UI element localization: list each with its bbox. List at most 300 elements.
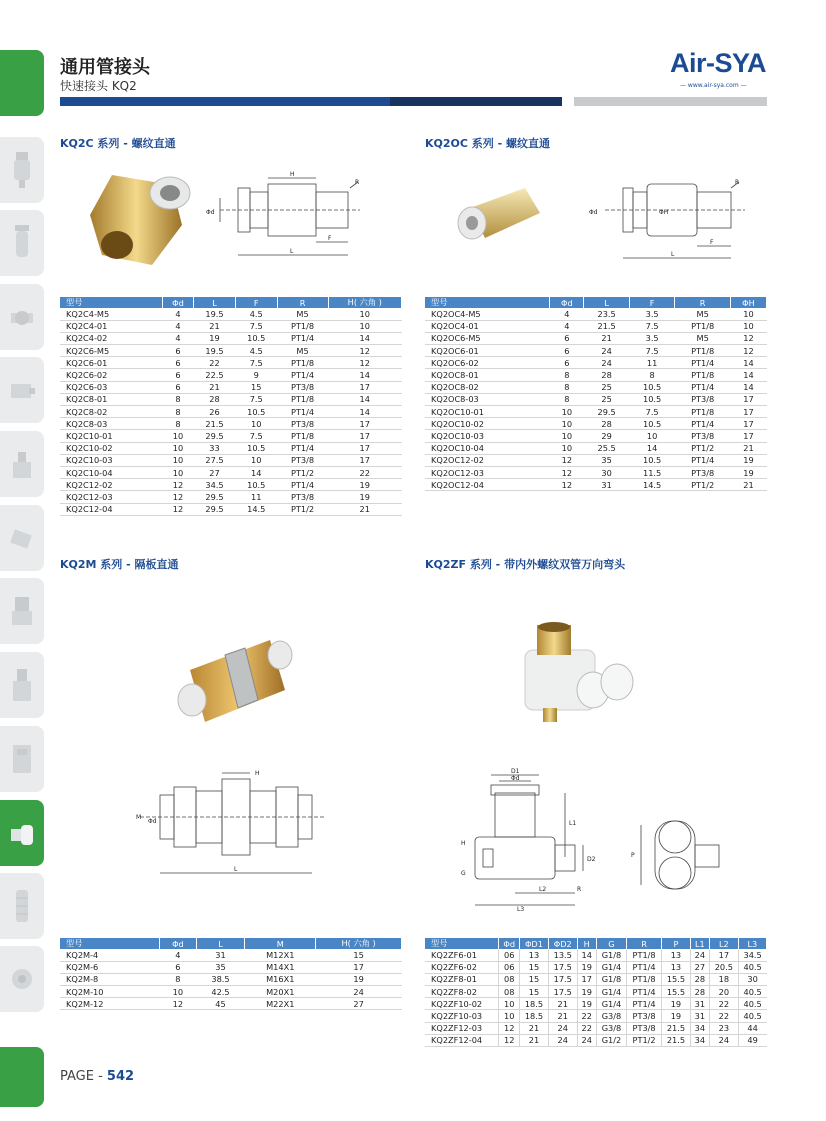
table-cell: 29.5 [194, 491, 236, 503]
table-cell: 35 [196, 961, 245, 973]
table-cell: 6 [550, 332, 584, 344]
table-cell: KQ2C12-02 [60, 479, 162, 491]
table-cell: 25 [584, 393, 630, 405]
kq2m-product-photo [170, 630, 300, 730]
table-cell: 12 [328, 345, 402, 357]
table-cell: 24 [690, 949, 709, 961]
table-row [60, 345, 402, 357]
table-cell: KQ2OC10-04 [425, 442, 550, 454]
table-cell: KQ2C8-03 [60, 418, 162, 430]
table-row [60, 406, 402, 418]
table-cell: 4.5 [235, 308, 277, 320]
table-cell: 21 [520, 1022, 549, 1034]
table-cell: 4 [160, 949, 197, 961]
table-cell: 12 [162, 503, 193, 515]
table-cell: 10 [235, 454, 277, 466]
kq2c-product-photo [82, 165, 194, 275]
kq2oc-product-photo [450, 178, 550, 253]
table-cell: 19 [662, 998, 691, 1010]
table-cell: 10.5 [235, 479, 277, 491]
table-cell: 29.5 [584, 406, 630, 418]
sidebar-tab-valve[interactable] [0, 284, 44, 350]
dim-label-l3: L3 [517, 906, 525, 913]
table-cell: 22 [577, 1022, 596, 1034]
table-row [425, 345, 767, 357]
table-cell: 27 [316, 998, 402, 1010]
table-cell: 24 [584, 345, 630, 357]
page-title: 通用管接头 [60, 57, 150, 78]
table-cell: 10.5 [235, 332, 277, 344]
dim-label-f: F [328, 235, 332, 242]
sidebar-tab-manifold[interactable] [0, 652, 44, 718]
column-header: 型号 [425, 297, 550, 308]
accessory-icon [7, 957, 37, 1001]
table-cell: 10 [160, 986, 197, 998]
table-row [60, 454, 402, 466]
table-row [60, 442, 402, 454]
table-row [425, 949, 767, 961]
table-cell: 22 [577, 1010, 596, 1022]
table-row [60, 308, 402, 320]
table-cell: 17 [328, 454, 402, 466]
table-cell: 10 [550, 430, 584, 442]
elbow-fitting-icon [7, 811, 37, 855]
table-cell: PT1/4 [675, 381, 731, 393]
table-cell: PT1/4 [277, 406, 328, 418]
table-cell: 28 [690, 973, 709, 985]
table-cell: 23 [709, 1022, 738, 1034]
table-cell: M20X1 [245, 986, 316, 998]
kq2c-dimension-drawing [200, 170, 365, 270]
table-cell: KQ2OC10-03 [425, 430, 550, 442]
table-cell: 10.5 [629, 454, 675, 466]
table-cell: 14 [235, 466, 277, 478]
table-cell: 24 [577, 1034, 596, 1046]
table-cell: 7.5 [629, 345, 675, 357]
column-header: Φd [160, 938, 197, 949]
table-cell: 7.5 [235, 430, 277, 442]
kq2c-spec-table [60, 297, 402, 516]
column-header: 型号 [60, 297, 162, 308]
kq2oc-spec-table [425, 297, 767, 491]
kq2m-dimension-drawing [130, 765, 330, 885]
table-cell: 10 [550, 442, 584, 454]
table-cell: PT3/8 [277, 381, 328, 393]
table-cell: 11.5 [629, 466, 675, 478]
dim-label-f: F [710, 239, 714, 246]
table-cell: 21.5 [194, 418, 236, 430]
brand-logo: Air-SYA [670, 48, 767, 78]
table-cell: 40.5 [738, 998, 766, 1010]
sidebar-tab-gripper[interactable] [0, 505, 44, 571]
table-cell: 44 [738, 1022, 766, 1034]
table-cell: 19 [328, 479, 402, 491]
table-cell: 8 [160, 973, 197, 985]
column-header: F [629, 297, 675, 308]
table-cell: 17 [730, 393, 766, 405]
table-cell: 29 [584, 430, 630, 442]
table-cell: 31 [584, 479, 630, 491]
table-cell: 6 [162, 357, 193, 369]
column-header: R [627, 938, 662, 949]
table-cell: KQ2C6-01 [60, 357, 162, 369]
table-cell: 27 [690, 961, 709, 973]
dim-label-l: L [290, 248, 294, 255]
table-cell: PT1/2 [277, 466, 328, 478]
table-cell: 49 [738, 1034, 766, 1046]
table-cell: 18.5 [520, 1010, 549, 1022]
table-cell: G1/2 [596, 1034, 626, 1046]
table-header-row [60, 297, 402, 308]
table-cell: 22 [709, 998, 738, 1010]
category-tab-bottom[interactable] [0, 1047, 44, 1107]
dim-label-d2: D2 [587, 856, 596, 863]
table-cell: 22 [194, 357, 236, 369]
table-cell: 29.5 [194, 430, 236, 442]
table-row [425, 418, 767, 430]
table-cell: 06 [499, 961, 520, 973]
table-cell: 12 [499, 1022, 520, 1034]
kq2m-spec-table [60, 938, 402, 1010]
table-row [425, 1034, 767, 1046]
valve-icon [7, 295, 37, 339]
table-cell: 40.5 [738, 1010, 766, 1022]
table-cell: 17 [328, 381, 402, 393]
sidebar-tab-solenoid[interactable] [0, 578, 44, 644]
table-cell: 17.5 [548, 986, 577, 998]
dim-label-r: R [735, 179, 740, 186]
table-cell: KQ2C10-04 [60, 466, 162, 478]
table-cell: PT1/8 [675, 369, 731, 381]
table-cell: 10 [235, 418, 277, 430]
actuator-icon [7, 442, 37, 486]
table-cell: 24 [548, 1034, 577, 1046]
table-cell: 31 [196, 949, 245, 961]
table-cell: PT1/4 [675, 418, 731, 430]
table-cell: 10 [328, 320, 402, 332]
table-row [425, 320, 767, 332]
column-header: L1 [690, 938, 709, 949]
table-cell: 12 [550, 479, 584, 491]
dim-label-l: L [234, 866, 238, 873]
table-cell: 3.5 [629, 308, 675, 320]
table-row [60, 369, 402, 381]
column-header: L2 [709, 938, 738, 949]
table-row [60, 949, 402, 961]
dim-label-r: R [577, 886, 582, 893]
table-row [425, 973, 767, 985]
table-header-row [425, 297, 767, 308]
table-cell: 9 [235, 369, 277, 381]
dim-label-h: H [461, 840, 466, 847]
sidebar-tab-actuator[interactable] [0, 431, 44, 497]
section-title-kq2zf: KQ2ZF 系列 - 带内外螺纹双管万向弯头 [425, 558, 626, 571]
table-cell: 21 [194, 320, 236, 332]
column-header: Φd [499, 938, 520, 949]
table-cell: 7.5 [629, 320, 675, 332]
table-cell: 22.5 [194, 369, 236, 381]
table-cell: 4 [162, 308, 193, 320]
table-cell: 8 [550, 393, 584, 405]
table-cell: 10.5 [235, 406, 277, 418]
table-cell: 14 [328, 406, 402, 418]
table-cell: 7.5 [235, 357, 277, 369]
table-cell: KQ2ZF8-02 [425, 986, 499, 998]
regulator-icon [7, 221, 37, 265]
table-row [425, 369, 767, 381]
table-cell: KQ2OC12-02 [425, 454, 550, 466]
table-cell: KQ2ZF12-03 [425, 1022, 499, 1034]
table-cell: 34 [690, 1034, 709, 1046]
table-cell: PT1/4 [627, 986, 662, 998]
table-cell: PT1/8 [675, 345, 731, 357]
dim-label-p: P [631, 852, 635, 859]
table-row [425, 442, 767, 454]
table-cell: 14 [328, 393, 402, 405]
table-cell: KQ2C6-M5 [60, 345, 162, 357]
table-cell: 28 [584, 369, 630, 381]
table-cell: KQ2C10-01 [60, 430, 162, 442]
table-cell: PT3/8 [277, 491, 328, 503]
table-cell: 08 [499, 986, 520, 998]
table-cell: 15 [316, 949, 402, 961]
table-cell: PT1/8 [627, 949, 662, 961]
table-cell: 12 [162, 479, 193, 491]
table-cell: 17 [328, 430, 402, 442]
table-cell: 10 [629, 430, 675, 442]
dim-label-g: G [461, 870, 466, 877]
table-cell: 6 [550, 357, 584, 369]
sidebar-tab-regulator[interactable] [0, 210, 44, 276]
dim-label-d1: D1 [511, 768, 520, 775]
table-cell: KQ2OC6-02 [425, 357, 550, 369]
table-cell: 31 [690, 1010, 709, 1022]
table-cell: 19 [577, 961, 596, 973]
table-cell: 10.5 [235, 442, 277, 454]
table-cell: 21.5 [584, 320, 630, 332]
table-cell: 15 [520, 961, 549, 973]
column-header: L [584, 297, 630, 308]
table-cell: M5 [675, 332, 731, 344]
table-cell: 18.5 [520, 998, 549, 1010]
table-cell: 8 [162, 418, 193, 430]
table-cell: 22 [709, 1010, 738, 1022]
table-cell: PT1/8 [627, 973, 662, 985]
page-number: PAGE - 542 [60, 1069, 135, 1084]
table-cell: KQ2OC10-01 [425, 406, 550, 418]
section-title-kq2oc: KQ2OC 系列 - 螺纹直通 [425, 137, 551, 150]
table-cell: PT1/8 [277, 393, 328, 405]
table-cell: 10 [550, 418, 584, 430]
table-cell: 25 [584, 381, 630, 393]
table-cell: 21 [730, 442, 766, 454]
section-title-kq2c: KQ2C 系列 - 螺纹直通 [60, 137, 176, 150]
table-cell: 34.5 [194, 479, 236, 491]
table-cell: 17.5 [548, 973, 577, 985]
silencer-icon [7, 737, 37, 781]
table-cell: M14X1 [245, 961, 316, 973]
dim-label-h: H [255, 770, 260, 777]
table-cell: 15 [235, 381, 277, 393]
dim-label-l2: L2 [539, 886, 547, 893]
table-cell: KQ2C4-M5 [60, 308, 162, 320]
table-row [60, 973, 402, 985]
table-cell: 11 [235, 491, 277, 503]
table-row [425, 454, 767, 466]
column-header: 型号 [60, 938, 160, 949]
table-cell: 28 [194, 393, 236, 405]
table-cell: 19 [662, 1010, 691, 1022]
column-header: ΦD1 [520, 938, 549, 949]
table-cell: PT1/8 [675, 406, 731, 418]
table-cell: PT3/8 [675, 393, 731, 405]
sidebar-tab-accessory[interactable] [0, 946, 44, 1012]
column-header: M [245, 938, 316, 949]
sidebar-tab-hose[interactable] [0, 873, 44, 939]
column-header: ΦH [730, 297, 766, 308]
table-cell: M22X1 [245, 998, 316, 1010]
table-row [425, 381, 767, 393]
table-cell: M5 [277, 345, 328, 357]
table-cell: 22 [328, 466, 402, 478]
table-cell: 26 [194, 406, 236, 418]
table-cell: 24 [316, 986, 402, 998]
table-cell: KQ2M-12 [60, 998, 160, 1010]
table-cell: KQ2ZF12-04 [425, 1034, 499, 1046]
table-cell: 40.5 [738, 961, 766, 973]
table-cell: 19 [730, 454, 766, 466]
table-cell: 12 [162, 491, 193, 503]
table-cell: PT3/8 [277, 454, 328, 466]
table-row [425, 1022, 767, 1034]
table-cell: 17 [316, 961, 402, 973]
manifold-icon [7, 663, 37, 707]
table-row [425, 1010, 767, 1022]
table-cell: 21 [584, 332, 630, 344]
kq2zf-spec-table [425, 938, 767, 1047]
table-cell: 8 [629, 369, 675, 381]
table-cell: KQ2ZF10-02 [425, 998, 499, 1010]
sidebar-tab-filter[interactable] [0, 137, 44, 203]
table-cell: 13.5 [548, 949, 577, 961]
table-row [60, 479, 402, 491]
table-cell: 14.5 [629, 479, 675, 491]
table-cell: 24 [709, 1034, 738, 1046]
table-cell: PT1/8 [277, 320, 328, 332]
table-cell: M16X1 [245, 973, 316, 985]
table-cell: PT1/4 [627, 998, 662, 1010]
category-tab-top[interactable] [0, 50, 44, 116]
table-cell: KQ2ZF6-02 [425, 961, 499, 973]
column-header: Φd [550, 297, 584, 308]
table-cell: KQ2OC6-01 [425, 345, 550, 357]
column-header: L [194, 297, 236, 308]
table-cell: PT1/4 [675, 357, 731, 369]
column-header: Φd [162, 297, 193, 308]
column-header: L3 [738, 938, 766, 949]
table-cell: M5 [675, 308, 731, 320]
table-cell: 17 [730, 418, 766, 430]
table-cell: 3.5 [629, 332, 675, 344]
table-cell: 30 [584, 466, 630, 478]
table-cell: 8 [162, 406, 193, 418]
page-subtitle: 快速接头 KQ2 [60, 79, 137, 93]
table-cell: G1/4 [596, 961, 626, 973]
table-row [60, 381, 402, 393]
table-cell: 12 [328, 357, 402, 369]
table-cell: 17 [577, 973, 596, 985]
table-cell: 14 [730, 369, 766, 381]
table-row [60, 332, 402, 344]
table-cell: 17 [709, 949, 738, 961]
table-cell: 14 [730, 357, 766, 369]
table-cell: 11 [629, 357, 675, 369]
table-cell: PT1/4 [627, 961, 662, 973]
table-cell: 21 [194, 381, 236, 393]
header-bar-blue [60, 97, 390, 106]
table-cell: KQ2M-8 [60, 973, 160, 985]
column-header: ΦD2 [548, 938, 577, 949]
table-row [425, 998, 767, 1010]
table-row [425, 332, 767, 344]
table-cell: 10 [730, 320, 766, 332]
table-cell: 33 [194, 442, 236, 454]
dim-label-d: Φd [206, 209, 215, 216]
table-row [425, 986, 767, 998]
table-cell: 15.5 [662, 973, 691, 985]
column-header: G [596, 938, 626, 949]
table-cell: KQ2C6-03 [60, 381, 162, 393]
table-cell: 10 [162, 442, 193, 454]
table-cell: PT1/4 [277, 479, 328, 491]
sidebar-tab-silencer[interactable] [0, 726, 44, 792]
header-bar-grey [574, 97, 767, 106]
sidebar-tab-fittings[interactable] [0, 800, 44, 866]
table-cell: PT3/8 [675, 466, 731, 478]
table-cell: KQ2C4-02 [60, 332, 162, 344]
table-cell: 6 [162, 369, 193, 381]
table-cell: KQ2OC4-01 [425, 320, 550, 332]
sidebar-tab-cylinder[interactable] [0, 357, 44, 423]
table-cell: 10 [499, 1010, 520, 1022]
table-cell: KQ2M-4 [60, 949, 160, 961]
kq2zf-dimension-drawing [455, 765, 765, 915]
cylinder-icon [7, 368, 37, 412]
column-header: R [675, 297, 731, 308]
table-row [60, 961, 402, 973]
table-cell: 10 [162, 454, 193, 466]
table-row [60, 503, 402, 515]
table-cell: KQ2C12-04 [60, 503, 162, 515]
table-cell: 17 [328, 442, 402, 454]
table-cell: 10.5 [629, 418, 675, 430]
table-cell: G3/8 [596, 1010, 626, 1022]
table-cell: 17 [730, 430, 766, 442]
dim-label-h: H [290, 171, 295, 178]
dim-label-l: L [671, 251, 675, 258]
table-cell: 14 [577, 949, 596, 961]
gripper-icon [7, 516, 37, 560]
table-cell: 38.5 [196, 973, 245, 985]
table-cell: 14 [629, 442, 675, 454]
table-cell: 4 [162, 320, 193, 332]
table-cell: 6 [160, 961, 197, 973]
table-cell: 25.5 [584, 442, 630, 454]
table-cell: 8 [550, 381, 584, 393]
table-cell: 12 [730, 345, 766, 357]
table-cell: PT1/2 [675, 479, 731, 491]
table-cell: 30 [738, 973, 766, 985]
